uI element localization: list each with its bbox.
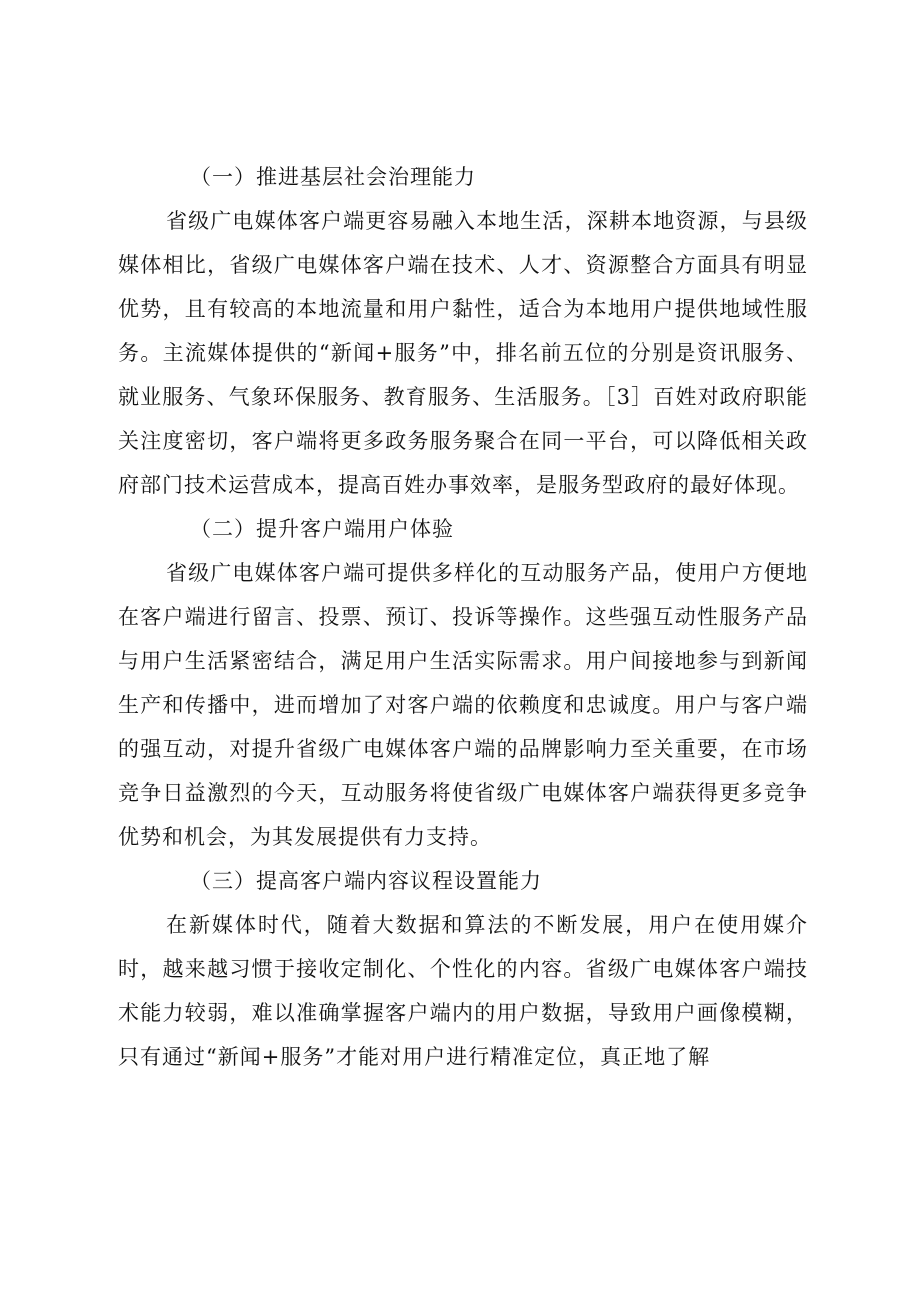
section-heading-2: （二）提升客户端用户体验 [190, 517, 454, 541]
section-heading-3: （三）提高客户端内容议程设置能力 [190, 869, 542, 893]
section-paragraph-3: 在新媒体时代，随着大数据和算法的不断发展，用户在使用媒介时，越来越习惯于接收定制化、个性化的内容。省级广电媒体客户端技术能力较弱，难以准确掌握客户端内的用户数据，导致用户画像模糊，只有通过“新闻+服务”才能对用户进行精准定位，真正地了解 [118, 913, 808, 1069]
document-body [118, 155, 808, 1079]
section-paragraph-2: 省级广电媒体客户端可提供多样化的互动服务产品，使用户方便地在客户端进行留言、投票、预订、投诉等操作。这些强互动性服务产品与用户生活紧密结合，满足用户生活实际需求。用户间接地参与到新闻生产和传播中，进而增加了对客户端的依赖度和忠诚度。用户与客户端的强互动，对提升省级广电媒体客户端的品牌影响力至关重要，在市场竞争日益激烈的今天，互动服务将使省级广电媒体客户端获得更多竞争优势和机会，为其发展提供有力支持。 [118, 561, 808, 849]
section-heading-1: （一）推进基层社会治理能力 [190, 165, 476, 189]
section-paragraph-1: 省级广电媒体客户端更容易融入本地生活，深耕本地资源，与县级媒体相比，省级广电媒体客户端在技术、人才、资源整合方面具有明显优势，且有较高的本地流量和用户黏性，适合为本地用户提供地域性服务。主流媒体提供的“新闻+服务”中，排名前五位的分别是资讯服务、就业服务、气象环保服务、教育服务、生活服务。［3］百姓对政府职能关注度密切，客户端将更多政务服务聚合在同一平台，可以降低相关政府部门技术运营成本，提高百姓办事效率，是服务型政府的最好体现。 [118, 209, 808, 497]
